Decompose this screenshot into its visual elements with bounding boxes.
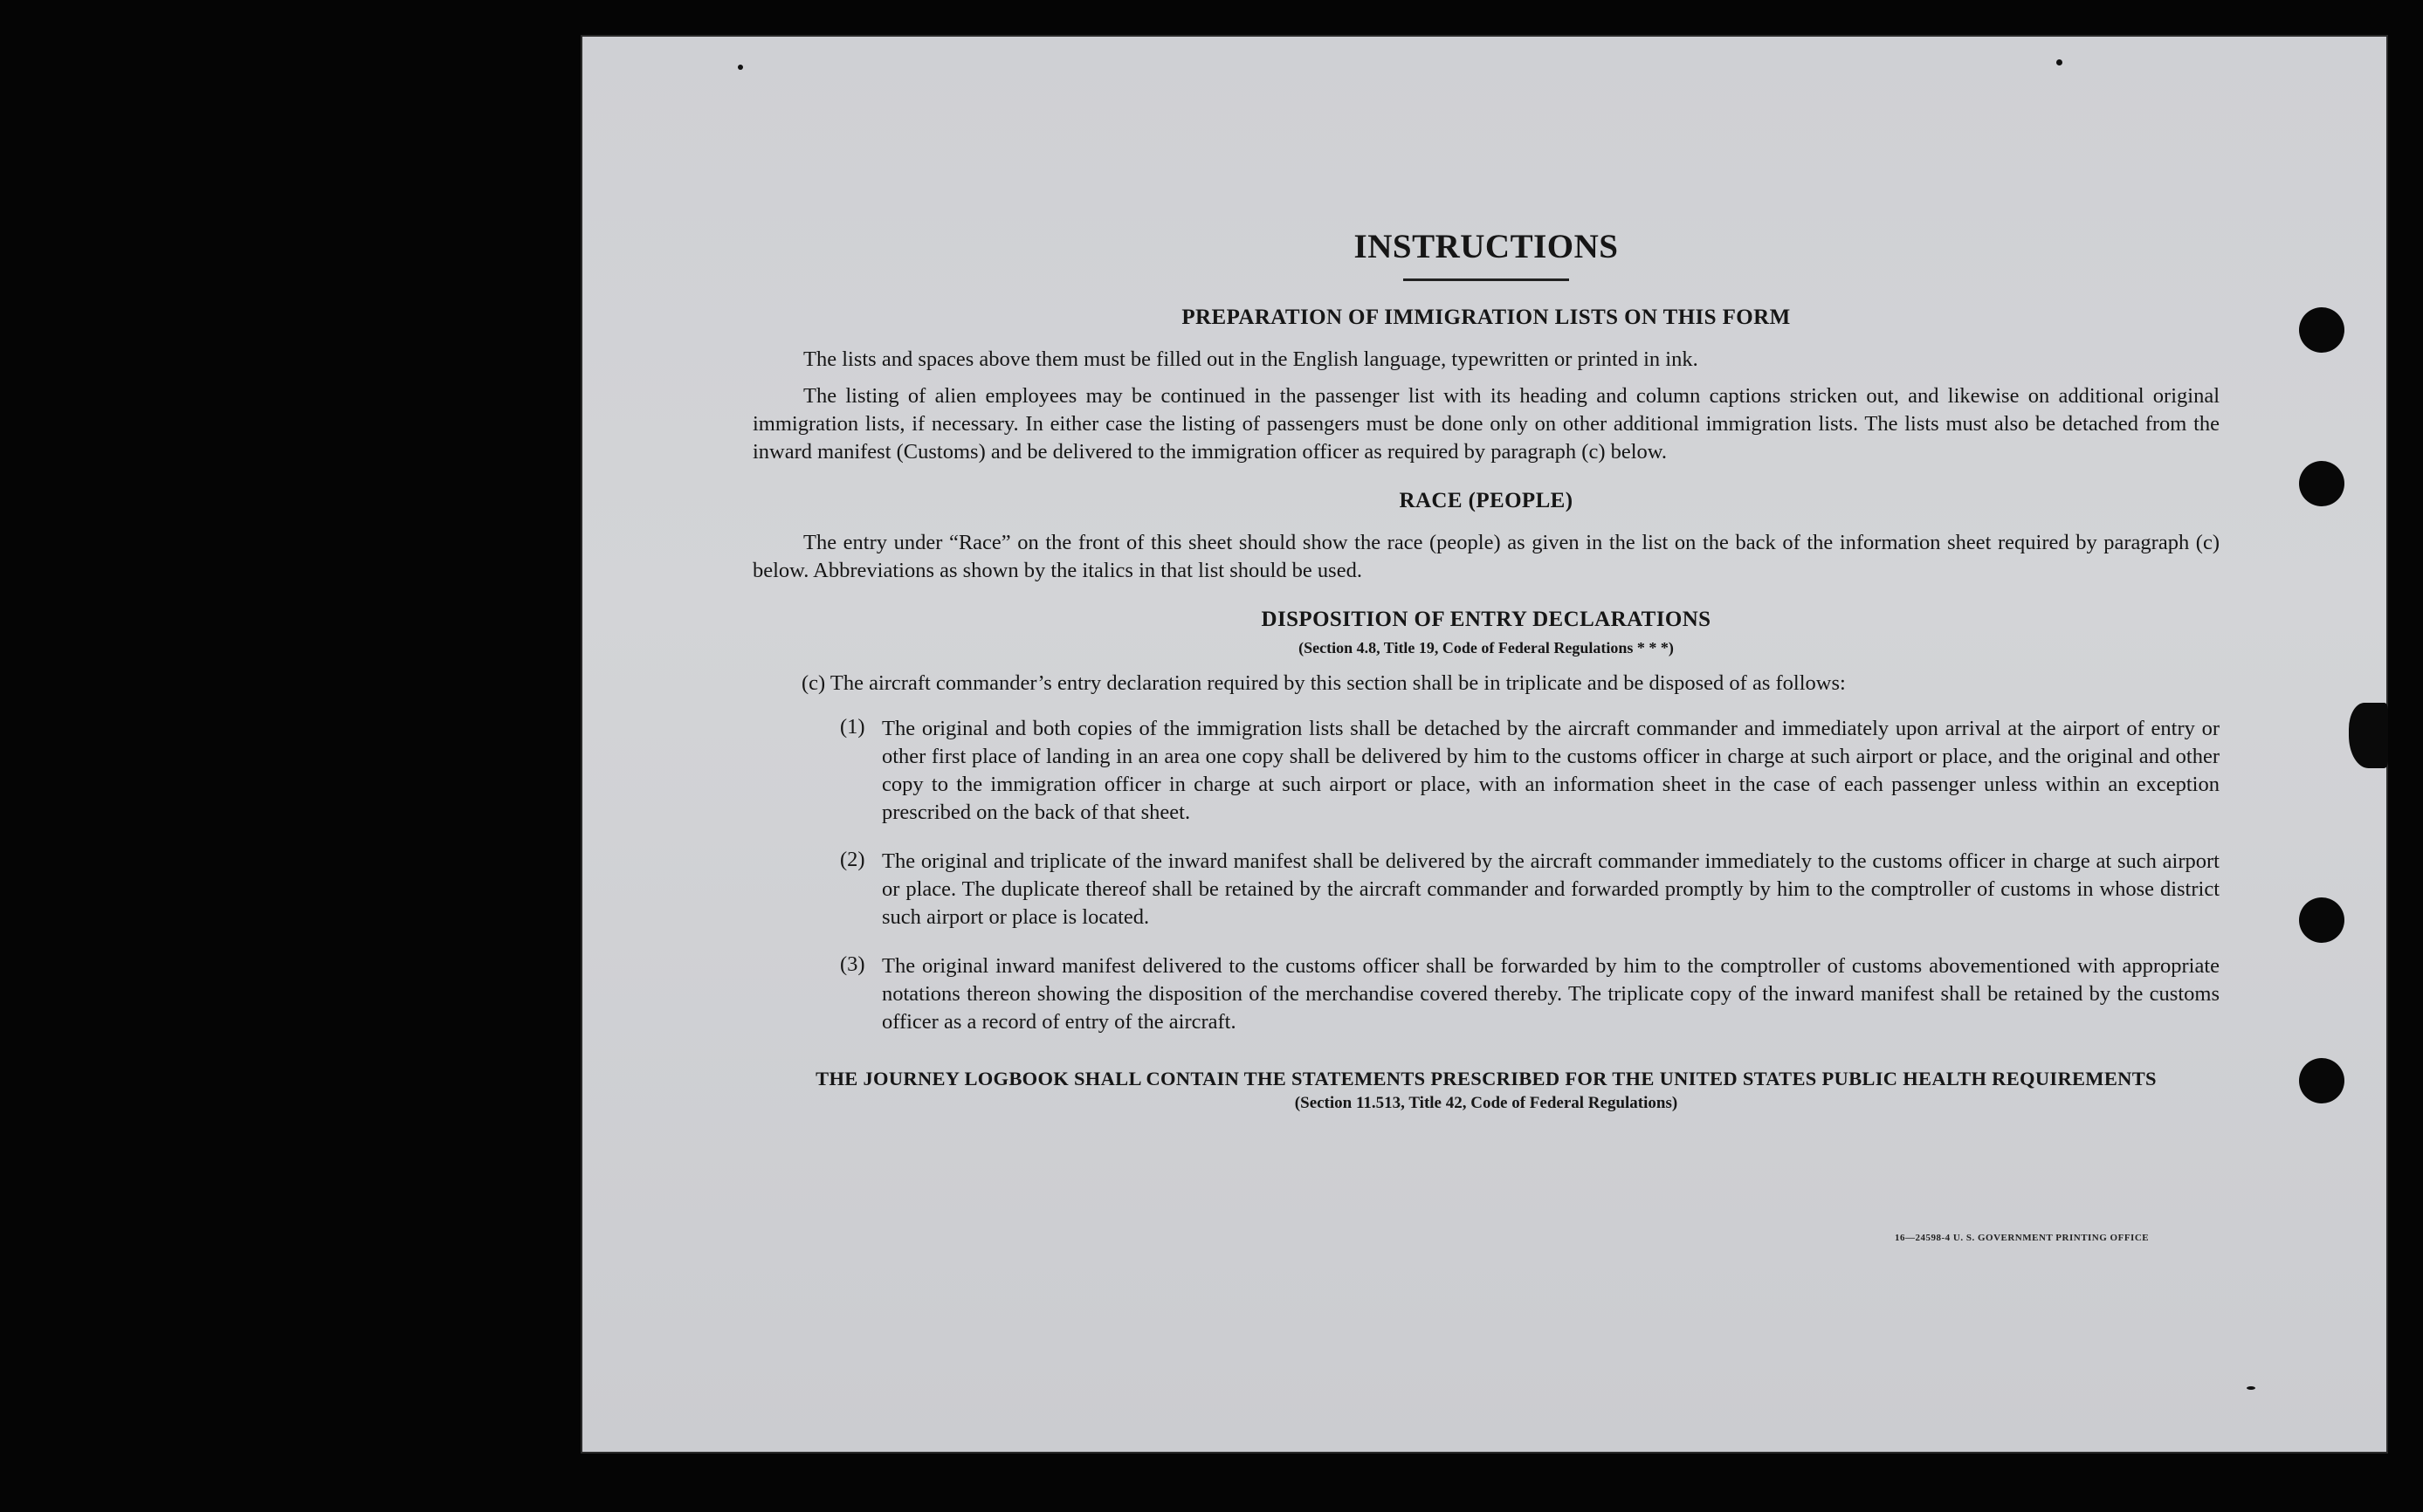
printer-mark: 16—24598-4 U. S. GOVERNMENT PRINTING OFFICE [1895, 1233, 2150, 1243]
title-rule [1403, 278, 1569, 281]
paragraph: The listing of alien employees may be continued in the passenger list with its heading and column captions stricken out, and likewise on additional original immigration lists, if necessary. In either case the listing of passengers must be done only on other additional immigration lists. The lists must also be detached from the inward manifest (Customs) and be delivered to the immigration officer as required by paragraph (c) below. [753, 384, 2220, 464]
logbook-citation: (Section 11.513, Title 42, Code of Federal Regulations) [1294, 1094, 1678, 1112]
punch-hole [2299, 897, 2344, 943]
paragraph: The lists and spaces above them must be filled out in the English language, typewritten or printed in ink. [803, 347, 1698, 371]
ink-speck [2056, 59, 2062, 65]
punch-hole [2299, 461, 2344, 506]
logbook-statement: THE JOURNEY LOGBOOK SHALL CONTAIN THE STATEMENTS PRESCRIBED FOR THE UNITED STATES PUBLIC HEALTH REQUIREMENTS [816, 1068, 2157, 1089]
item-text: The original inward manifest delivered to the customs officer shall be forwarded by him to the comptroller of customs abovementioned with appropriate notations thereon showing the disposition of the merchandise covered thereby. The triplicate copy of the inward manifest shall be retained by the customs officer as a record of entry of the aircraft. [882, 954, 2220, 1034]
section-heading-race: RACE (PEOPLE) [1399, 489, 1573, 512]
ink-speck [2247, 1386, 2255, 1390]
section-subheading: (Section 4.8, Title 19, Code of Federal Regulations * * *) [1298, 639, 1674, 656]
section-heading-preparation: PREPARATION OF IMMIGRATION LISTS ON THIS FORM [1181, 306, 1791, 329]
paragraph-c: (c) The aircraft commander’s entry declaration required by this section shall be in triplicate and be disposed of as follows: [802, 671, 1846, 695]
page-title: INSTRUCTIONS [1353, 228, 1619, 265]
item-number: (2) [840, 848, 865, 871]
item-number: (3) [840, 952, 865, 976]
ink-speck [738, 65, 743, 70]
list-item [840, 715, 2220, 827]
punch-hole [2299, 1058, 2344, 1103]
list-item [840, 952, 2220, 1036]
instructions-text [753, 227, 2220, 1113]
item-text: The original and both copies of the immigration lists shall be detached by the aircraft commander and immediately upon arrival at the airport of entry or other first place of landing in an area one copy shall be delivered by him to the customs officer in charge at such airport or place, and the original and other copy to the immigration officer in charge at such airport or place, with an information sheet in the case of each passenger unless within an exception prescribed on the back of that sheet. [882, 717, 2220, 824]
punch-hole [2299, 307, 2344, 353]
list-item [840, 848, 2220, 931]
item-text: The original and triplicate of the inward manifest shall be delivered by the aircraft commander immediately to the customs officer in charge at such airport or place. The duplicate thereof shall be retained by the aircraft commander and forwarded promptly by him to the comptroller of customs in whose district such airport or place is located. [882, 849, 2220, 929]
torn-edge-blot [2349, 703, 2388, 768]
paragraph: The entry under “Race” on the front of this sheet should show the race (people) as given in the list on the back of the information sheet required by paragraph (c) below. Abbreviations as shown by the italics in that list should be used. [753, 531, 2220, 582]
section-heading-disposition: DISPOSITION OF ENTRY DECLARATIONS [1261, 608, 1711, 631]
item-number: (1) [840, 715, 865, 739]
